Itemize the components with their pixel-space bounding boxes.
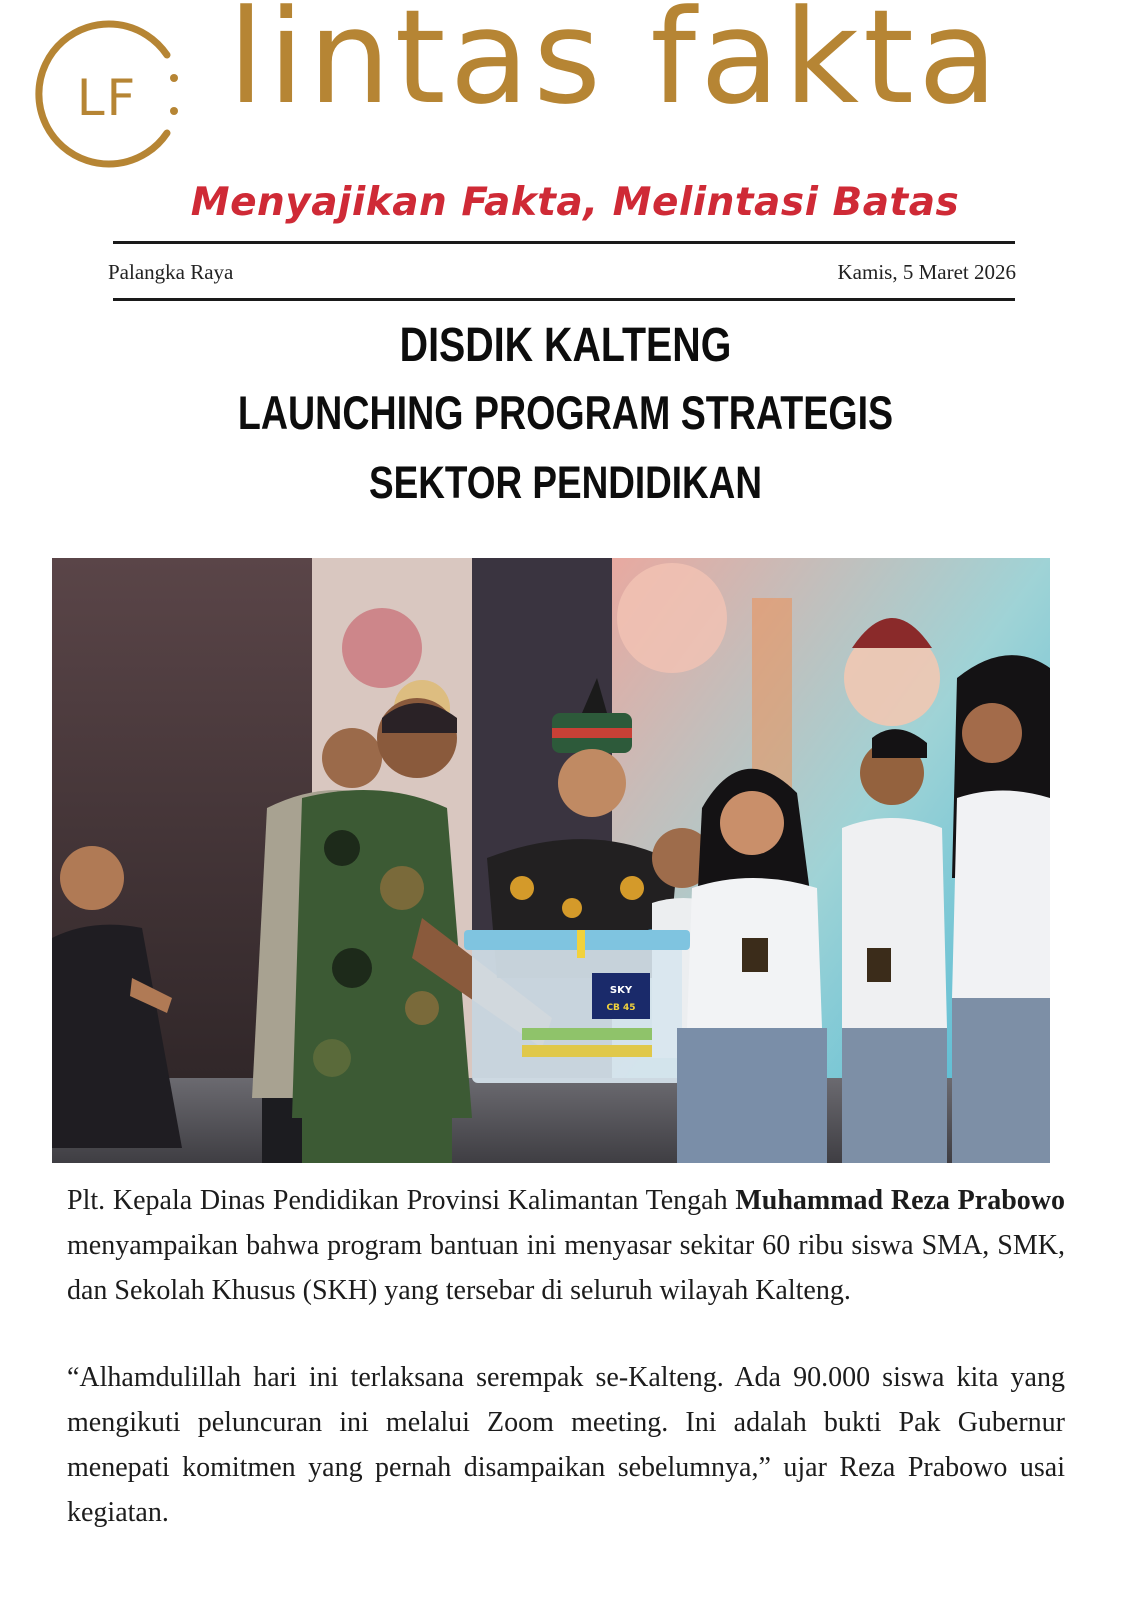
p1-intro: Plt. Kepala Dinas Pendidikan Provinsi Kalimantan Tengah bbox=[67, 1185, 736, 1216]
article-paragraph-2: “Alhamdulillah hari ini terlaksana serempak se-Kalteng. Ada 90.000 siswa kita yang mengikuti peluncuran ini melalui Zoom meeting. Ini adalah bukti Pak Gubernur menepati komitmen yang pernah disampaikan sebelumnya,” ujar Reza Prabowo usai kegiatan. bbox=[67, 1362, 1065, 1528]
headline-line-2: LAUNCHING PROGRAM STRATEGIS bbox=[237, 386, 894, 439]
divider-bottom bbox=[113, 298, 1015, 301]
headline-line-3: SEKTOR PENDIDIKAN bbox=[369, 457, 762, 508]
location: Palangka Raya bbox=[108, 260, 234, 284]
tagline: Menyajikan Fakta, Melintasi Batas bbox=[190, 180, 960, 225]
logo-letters: LF bbox=[76, 69, 138, 127]
dateline bbox=[108, 260, 1016, 285]
headline-line-1: DISDIK KALTENG bbox=[399, 319, 732, 372]
divider-top bbox=[113, 241, 1015, 244]
official-name: Muhammad Reza Prabowo bbox=[735, 1185, 1065, 1216]
box-label-top: SKY bbox=[609, 985, 633, 996]
logo-mark bbox=[33, 15, 191, 173]
brand-name: lintas fakta bbox=[228, 0, 1002, 133]
date: Kamis, 5 Maret 2026 bbox=[837, 260, 1016, 284]
box-label-bottom: CB 45 bbox=[606, 1003, 636, 1013]
p1-rest: menyampaikan bahwa program bantuan ini menyasar sekitar 60 ribu siswa SMA, SMK, dan Sekolah Khusus (SKH) yang tersebar di seluruh wilayah Kalteng. bbox=[67, 1230, 1065, 1306]
news-photo bbox=[52, 558, 1050, 1163]
article-paragraph-1 bbox=[67, 1178, 1065, 1313]
